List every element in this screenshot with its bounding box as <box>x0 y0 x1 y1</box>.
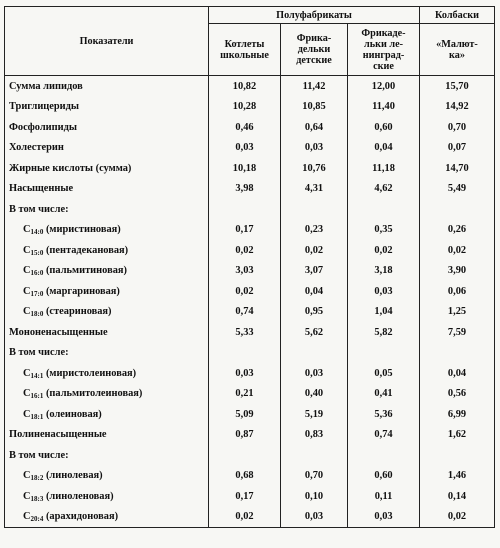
cell-value: 0,83 <box>281 425 348 446</box>
cell-value: 0,05 <box>348 363 420 384</box>
column-header: Фрикаде- льки ле- нинград- ские <box>348 24 420 76</box>
column-header: Фрика- дельки детские <box>281 24 348 76</box>
row-label: Триглицериды <box>5 97 209 118</box>
column-header: «Малют- ка» <box>420 24 495 76</box>
cell-value: 0,56 <box>420 384 495 405</box>
cell-value: 0,95 <box>281 302 348 323</box>
cell-value <box>348 199 420 220</box>
cell-value <box>420 343 495 364</box>
row-label: $C_{16:0}$ (пальмитиновая) <box>5 261 209 282</box>
row-label: $C_{18:1}$ (олеиновая) <box>5 404 209 425</box>
table-row <box>5 220 495 241</box>
row-label: В том числе: <box>5 199 209 220</box>
cell-value <box>281 199 348 220</box>
cell-value: 0,02 <box>209 281 281 302</box>
column-header: Котлеты школьные <box>209 24 281 76</box>
table-row <box>5 240 495 261</box>
cell-value: 0,60 <box>348 117 420 138</box>
cell-value: 0,46 <box>209 117 281 138</box>
cell-value: 1,04 <box>348 302 420 323</box>
cell-value: 0,11 <box>348 486 420 507</box>
cell-value <box>420 199 495 220</box>
cell-value <box>281 445 348 466</box>
row-label: Жирные кислоты (сумма) <box>5 158 209 179</box>
cell-value: 4,31 <box>281 179 348 200</box>
row-label: $C_{14:0}$ (миристиновая) <box>5 220 209 241</box>
cell-value: 0,02 <box>209 507 281 528</box>
row-label: Мононенасыщенные <box>5 322 209 343</box>
table-row <box>5 507 495 528</box>
cell-value: 10,85 <box>281 97 348 118</box>
cell-value: 3,18 <box>348 261 420 282</box>
cell-value: 0,02 <box>209 240 281 261</box>
row-label: В том числе: <box>5 343 209 364</box>
cell-value: 3,07 <box>281 261 348 282</box>
cell-value: 3,98 <box>209 179 281 200</box>
cell-value: 0,23 <box>281 220 348 241</box>
cell-value: 0,03 <box>348 507 420 528</box>
cell-value: 0,04 <box>420 363 495 384</box>
cell-value: 14,92 <box>420 97 495 118</box>
cell-value: 10,28 <box>209 97 281 118</box>
cell-value <box>209 445 281 466</box>
cell-value: 0,26 <box>420 220 495 241</box>
table-row <box>5 76 495 97</box>
cell-value: 5,49 <box>420 179 495 200</box>
cell-value: 0,17 <box>209 220 281 241</box>
table-row <box>5 384 495 405</box>
cell-value: 0,02 <box>281 240 348 261</box>
cell-value: 1,46 <box>420 466 495 487</box>
cell-value <box>209 343 281 364</box>
table-row <box>5 425 495 446</box>
cell-value: 0,87 <box>209 425 281 446</box>
cell-value <box>348 343 420 364</box>
cell-value: 0,02 <box>420 240 495 261</box>
cell-value: 11,18 <box>348 158 420 179</box>
cell-value: 1,25 <box>420 302 495 323</box>
cell-value: 1,62 <box>420 425 495 446</box>
cell-value: 0,03 <box>209 138 281 159</box>
cell-value <box>420 445 495 466</box>
cell-value <box>209 199 281 220</box>
cell-value: 0,06 <box>420 281 495 302</box>
cell-value: 5,36 <box>348 404 420 425</box>
cell-value: 0,03 <box>209 363 281 384</box>
cell-value: 0,17 <box>209 486 281 507</box>
cell-value: 10,76 <box>281 158 348 179</box>
header-group-sausages: Колбаски <box>420 7 495 24</box>
table-row <box>5 261 495 282</box>
table-row <box>5 363 495 384</box>
table-row <box>5 322 495 343</box>
row-label: $C_{15:0}$ (пентадекановая) <box>5 240 209 261</box>
row-label: В том числе: <box>5 445 209 466</box>
row-label: Полиненасыщенные <box>5 425 209 446</box>
cell-value <box>281 343 348 364</box>
cell-value: 11,42 <box>281 76 348 97</box>
row-label: $C_{16:1}$ (пальмитолеиновая) <box>5 384 209 405</box>
cell-value: 0,41 <box>348 384 420 405</box>
cell-value: 0,70 <box>420 117 495 138</box>
table-row <box>5 281 495 302</box>
lipid-composition-table <box>4 6 495 528</box>
cell-value: 0,64 <box>281 117 348 138</box>
row-label: Насыщенные <box>5 179 209 200</box>
cell-value: 0,21 <box>209 384 281 405</box>
table-row <box>5 138 495 159</box>
cell-value: 0,74 <box>348 425 420 446</box>
cell-value: 10,18 <box>209 158 281 179</box>
cell-value: 14,70 <box>420 158 495 179</box>
cell-value: 11,40 <box>348 97 420 118</box>
table-row <box>5 466 495 487</box>
cell-value: 5,62 <box>281 322 348 343</box>
row-label: $C_{14:1}$ (миристолеиновая) <box>5 363 209 384</box>
table-row <box>5 404 495 425</box>
table-row <box>5 486 495 507</box>
row-label: $C_{18:2}$ (линолевая) <box>5 466 209 487</box>
cell-value: 0,40 <box>281 384 348 405</box>
table-row <box>5 117 495 138</box>
table-row <box>5 343 495 364</box>
cell-value: 0,68 <box>209 466 281 487</box>
row-label: $C_{18:0}$ (стеариновая) <box>5 302 209 323</box>
cell-value: 0,03 <box>281 363 348 384</box>
cell-value: 0,74 <box>209 302 281 323</box>
row-label: $C_{18:3}$ (линоленовая) <box>5 486 209 507</box>
cell-value: 3,03 <box>209 261 281 282</box>
cell-value: 0,03 <box>281 507 348 528</box>
cell-value: 6,99 <box>420 404 495 425</box>
cell-value: 5,19 <box>281 404 348 425</box>
cell-value: 0,04 <box>348 138 420 159</box>
cell-value: 5,82 <box>348 322 420 343</box>
header-group-semi-products: Полуфабрикаты <box>209 7 420 24</box>
cell-value: 0,07 <box>420 138 495 159</box>
table-row <box>5 158 495 179</box>
cell-value: 0,60 <box>348 466 420 487</box>
row-label: $C_{20:4}$ (арахидоновая) <box>5 507 209 528</box>
table-row <box>5 97 495 118</box>
cell-value: 0,04 <box>281 281 348 302</box>
row-label: Фосфолипиды <box>5 117 209 138</box>
cell-value: 0,02 <box>348 240 420 261</box>
cell-value: 7,59 <box>420 322 495 343</box>
cell-value: 0,02 <box>420 507 495 528</box>
cell-value: 10,82 <box>209 76 281 97</box>
table-row <box>5 302 495 323</box>
cell-value: 0,03 <box>348 281 420 302</box>
table-row <box>5 199 495 220</box>
cell-value: 4,62 <box>348 179 420 200</box>
table-row <box>5 179 495 200</box>
cell-value: 0,10 <box>281 486 348 507</box>
row-label: $C_{17:0}$ (маргариновая) <box>5 281 209 302</box>
header-indicator: Показатели <box>5 7 209 76</box>
row-label: Сумма липидов <box>5 76 209 97</box>
cell-value: 5,09 <box>209 404 281 425</box>
cell-value: 0,70 <box>281 466 348 487</box>
cell-value: 12,00 <box>348 76 420 97</box>
cell-value: 15,70 <box>420 76 495 97</box>
row-label: Холестерин <box>5 138 209 159</box>
cell-value: 0,03 <box>281 138 348 159</box>
cell-value: 0,14 <box>420 486 495 507</box>
cell-value: 5,33 <box>209 322 281 343</box>
cell-value: 3,90 <box>420 261 495 282</box>
cell-value <box>348 445 420 466</box>
table-row <box>5 445 495 466</box>
cell-value: 0,35 <box>348 220 420 241</box>
